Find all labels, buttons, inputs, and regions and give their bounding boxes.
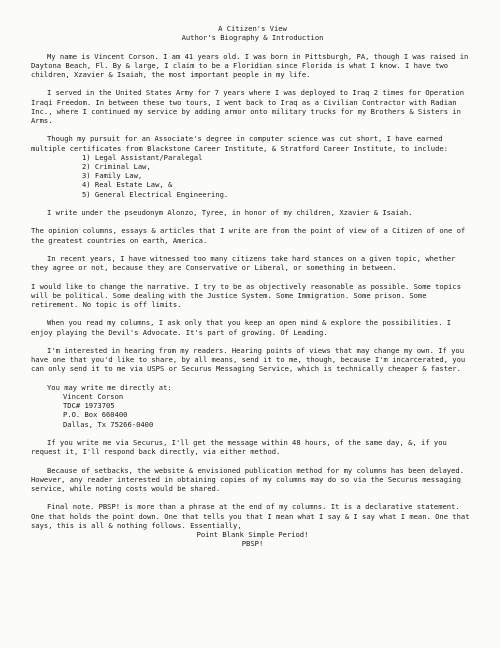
address-line: P.O. Box 660400 [63,410,128,420]
paragraph-army-service: I served in the United States Army for 7 years where I was deployed to Iraq 2 times for Operation Iraqi Freedom. In between these two tours, I went back to Iraq as a Civilian Contractor with Radian Inc., where I continued my service by adding armor onto military trucks for my Brothers & Sisters in Arms. [31,88,465,125]
list-item: 2) Criminal Law, [82,162,151,171]
address-line: TDC# 1973705 [63,401,115,411]
closing-line-2: PBSP! [241,539,264,549]
list-item: 4) Real Estate Law, & [82,180,173,190]
paragraph-narrative: I would like to change the narrative. I try to be as objectively reasonable as possible. Some topics will be political. Some dealing with the Justice System. Some Immigration. Some prison. Some retirement. No topic is off limits. [31,281,461,309]
paragraph-open-mind: When you read my columns, I ask only that you keep an open mind & explore the possibilities. I enjoy playing the Devil's Advocate. It's part of growing. Of Leading. [31,318,452,337]
paragraph-intro: My name is Vincent Corson. I am 41 years old. I was born in Pittsburgh, PA, though I was raised in Daytona Beach, Fl. By & large, I claim to be a Floridian since Florida is what I know. I have two children, Xzavier & Isaiah, the most important people in my life. [31,51,469,79]
paragraph-education: Though my pursuit for an Associate's degree in computer science was cut short, I have earned multiple certificates from Blackstone Career Institute, & Stratford Career Institute, to include: [31,134,449,153]
paragraph-setbacks: Because of setbacks, the website & envisioned publication method for my columns has been delayed. However, any reader interested in obtaining copies of my columns may do so via the Securus messaging service, while noting costs would be shared. [31,465,465,493]
document-title [31,24,474,42]
paragraph-point-of-view: The opinion columns, essays & articles that I write are from the point of view of a Citizen of one of the greatest countries on earth, America. [31,226,466,245]
list-item: 1) Legal Assistant/Paralegal [82,152,203,162]
paragraph-readers: I'm interested in hearing from my readers. Hearing points of views that may change my own. If you have one that you'd like to share, by all means, send it to me, though, because I'm incarcerated, you can only send it to me via USPS or Securus Messaging Service, which is technically cheaper & faster. [31,345,466,374]
closing-line-1: Point Blank Simple Period! [196,529,309,539]
certificate-list [31,153,474,199]
paragraph-final-note: Final note. PBSP! is more than a phrase at the end of my columns. It is a declarative statement. One that holds the point down. One that tells you that I mean what I say & I say what I mean. One that says, this is all & nothing follows. Essentially, [31,502,470,530]
mailing-address [31,392,474,429]
address-line: Vincent Corson [63,391,124,401]
address-line: Dallas, Tx 75266-0400 [63,419,154,429]
list-item: 5) General Electrical Engineering. [82,189,229,199]
paragraph-write-me: You may write me directly at: [47,382,172,392]
title-line-2: Author's Biography & Introduction [181,33,324,43]
paragraph-securus: If you write me via Securus, I'll get the message within 48 hours, of the same day, &, if you request it, I'll respond back directly, via either method. [31,437,447,457]
paragraph-hard-stances: In recent years, I have witnessed too many citizens take hard stances on a given topic, whether they agree or not, because they are Conservative or Liberal, or something in between. [31,253,456,273]
list-item: 3) Family Law, [82,171,143,181]
paragraph-pseudonym: I write under the pseudonym Alonzo, Tyree, in honor of my children, Xzavier & Isaiah. [47,208,413,217]
title-line-1: A Citizen's View [218,24,287,33]
